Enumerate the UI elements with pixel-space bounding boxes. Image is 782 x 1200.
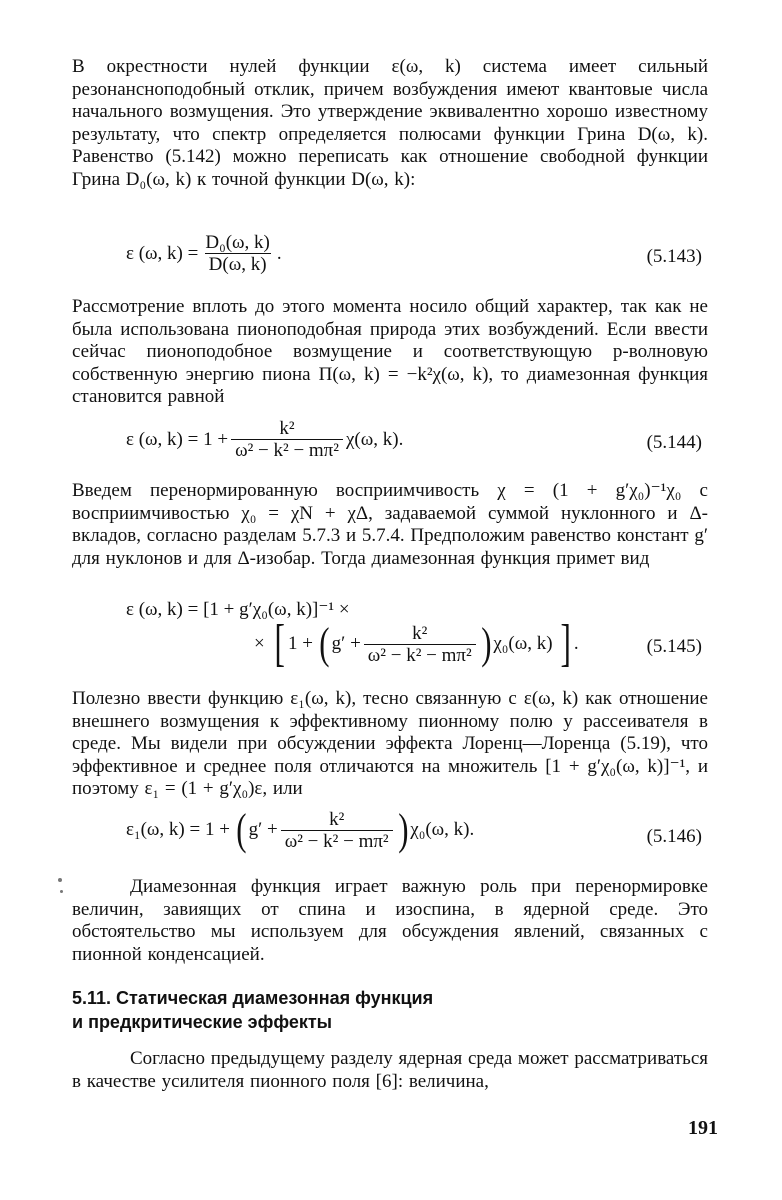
paragraph-4: Полезно ввести функцию ε₁(ω, k), тесно связанную с ε(ω, k) как отношение внешнего возмущения к эффективному пионному полю у рассеивателя в среде. Мы видели при обсуждении эффекта Лоренц—Лоренца (5.19), что эффективное и среднее поля отличаются на множитель [1 + g′χ₀(ω, k)]⁻¹, и поэтому ε₁ = (1 + g′χ₀)ε, или xyxy=(72,688,708,799)
eq143-lhs: ε (ω, k) = xyxy=(126,242,199,264)
eq145-one-plus: 1 + xyxy=(288,633,314,654)
eq144-fraction xyxy=(231,418,343,461)
equation-5-143 xyxy=(72,232,708,282)
paragraph-2: Рассмотрение вплоть до этого момента носило общий характер, так как не была использована пионоподобная природа этих возбуждений. Если ввести сейчас пионоподобное возмущение и соответствующую p-волновую собственную энергию пиона Π(ω, k) = −k²χ(ω, k), то диамезонная функция становится равной xyxy=(72,296,708,407)
eq145-denominator: ω² − k² − mπ² xyxy=(364,644,476,666)
eq145-numerator: k² xyxy=(412,622,428,644)
eq144-lhs: ε (ω, k) = 1 + xyxy=(126,428,229,450)
eq145-dot: . xyxy=(573,633,579,654)
eq145-g-prime: g′ + xyxy=(331,633,361,654)
eq145-close-bracket: ] xyxy=(560,615,571,672)
eq146-numerator: k² xyxy=(329,808,345,830)
equation-5-145 xyxy=(72,598,708,678)
eq146-close-paren: ) xyxy=(397,805,409,854)
eq143-tail: . xyxy=(276,242,282,264)
eq143-denominator: D(ω, k) xyxy=(205,253,271,275)
equation-5-144 xyxy=(72,418,708,468)
eq146-denominator: ω² − k² − mπ² xyxy=(281,830,393,852)
section-heading-line2: и предкритические эффекты xyxy=(72,1012,333,1032)
eq146-number: (5.146) xyxy=(646,826,702,847)
eq145-open-bracket: [ xyxy=(274,615,285,672)
eq145-fraction xyxy=(364,623,476,666)
eq145-line2 xyxy=(254,615,579,672)
eq146-tail: χ₀(ω, k). xyxy=(410,819,475,840)
eq143-fraction xyxy=(201,232,274,275)
eq146-lhs: ε₁(ω, k) = 1 + xyxy=(126,819,230,840)
section-heading xyxy=(72,986,708,1034)
paragraph-3: Введем перенормированную восприимчивость χ = (1 + g′χ₀)⁻¹χ₀ с восприимчивостью χ₀ = χN + χΔ, задаваемой суммой нуклонного и Δ-вкладов, согласно разделам 5.7.3 и 5.7.4. Предположим равенство констант g′ для нуклонов и для Δ-изобар. Тогда диамезонная функция примет вид xyxy=(72,480,708,569)
eq146-open-paren: ( xyxy=(236,805,247,854)
eq145-open-paren: ( xyxy=(319,619,330,668)
eq143-numerator: D₀(ω, k) xyxy=(205,232,270,253)
eq144-tail: χ(ω, k). xyxy=(345,428,404,450)
eq145-times: × xyxy=(254,633,265,654)
page-number: 191 xyxy=(688,1117,718,1139)
paragraph-5: Диамезонная функция играет важную роль при перенормировке величин, завиящих от спина и изоспина, в ядерной среде. Это обстоятельство мы используем для обсуждения явлений, связанных с пионной конденсацией. xyxy=(72,876,708,965)
eq145-close-paren: ) xyxy=(480,619,492,668)
section-heading-line1: 5.11. Статическая диамезонная функция xyxy=(72,988,434,1008)
eq146-g-prime: g′ + xyxy=(248,819,278,840)
eq145-line1: ε (ω, k) = [1 + g′χ₀(ω, k)]⁻¹ × xyxy=(126,599,350,620)
eq144-number: (5.144) xyxy=(646,432,702,453)
eq145-number: (5.145) xyxy=(646,636,702,657)
paragraph-6: Согласно предыдущему разделу ядерная среда может рассматриваться в качестве усилителя пионного поля [6]: величина, xyxy=(72,1048,708,1092)
eq144-numerator: k² xyxy=(279,418,295,439)
equation-5-146 xyxy=(72,805,708,864)
scan-speck xyxy=(58,878,62,882)
eq144-denominator: ω² − k² − mπ² xyxy=(231,439,343,461)
eq143-number: (5.143) xyxy=(646,246,702,267)
eq145-tail: χ₀(ω, k) xyxy=(493,633,553,654)
scan-speck xyxy=(60,890,63,893)
eq146-fraction xyxy=(281,809,393,852)
paragraph-1: В окрестности нулей функции ε(ω, k) система имеет сильный резонансноподобный отклик, причем возбуждения имеют квантовые числа начального возмущения. Это утверждение эквивалентно хорошо известному результату, что спектр определяется полюсами функции Грина D(ω, k). Равенство (5.142) можно переписать как отношение свободной функции Грина D₀(ω, k) к точной функции D(ω, k): xyxy=(72,56,708,190)
